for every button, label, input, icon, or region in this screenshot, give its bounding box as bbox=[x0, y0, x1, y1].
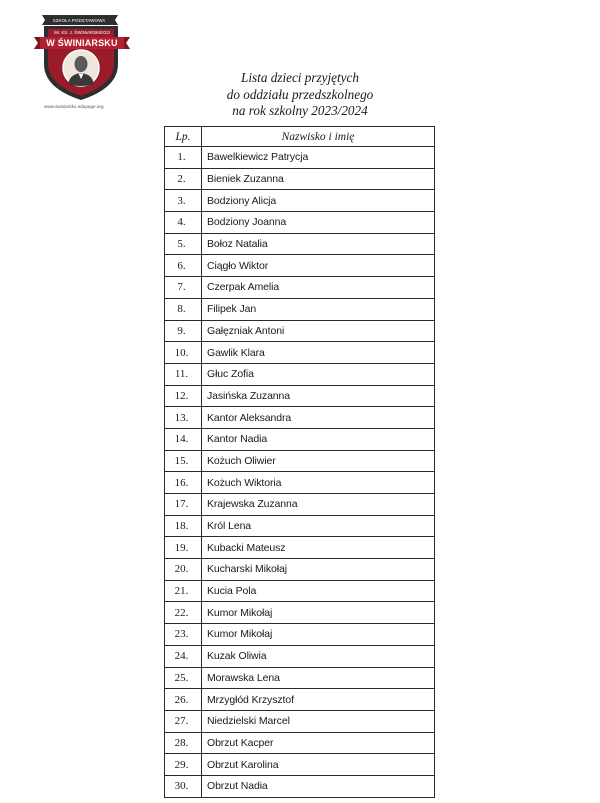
row-number: 7. bbox=[165, 277, 202, 299]
school-crest-icon bbox=[30, 12, 134, 104]
child-name: Głuc Zofia bbox=[202, 363, 435, 385]
child-name: Kantor Nadia bbox=[202, 428, 435, 450]
child-name: Bawelkiewicz Patrycja bbox=[202, 147, 435, 169]
table-row bbox=[165, 602, 435, 624]
table-row bbox=[165, 277, 435, 299]
row-number: 10. bbox=[165, 342, 202, 364]
table-row bbox=[165, 624, 435, 646]
logo-banner-top-text: SZKOŁA PODSTAWOWA bbox=[52, 18, 106, 23]
child-name: Kuzak Oliwia bbox=[202, 645, 435, 667]
row-number: 13. bbox=[165, 407, 202, 429]
row-number: 24. bbox=[165, 645, 202, 667]
row-number: 12. bbox=[165, 385, 202, 407]
child-name: Kantor Aleksandra bbox=[202, 407, 435, 429]
table-row bbox=[165, 580, 435, 602]
child-name: Kubacki Mateusz bbox=[202, 537, 435, 559]
row-number: 29. bbox=[165, 754, 202, 776]
table-row bbox=[165, 537, 435, 559]
table-row bbox=[165, 559, 435, 581]
title-line-2: do oddziału przedszkolnego bbox=[226, 86, 374, 102]
row-number: 4. bbox=[165, 212, 202, 234]
child-name: Bieniek Zuzanna bbox=[202, 168, 435, 190]
table-row bbox=[165, 190, 435, 212]
table-row bbox=[165, 407, 435, 429]
child-name: Kożuch Wiktoria bbox=[202, 472, 435, 494]
table-row bbox=[165, 233, 435, 255]
table-row bbox=[165, 212, 435, 234]
table-row bbox=[165, 710, 435, 732]
logo-website-url: www.swiniarsko.edupage.org bbox=[44, 104, 104, 109]
table-row bbox=[165, 667, 435, 689]
child-name: Niedzielski Marcel bbox=[202, 710, 435, 732]
table-row bbox=[165, 472, 435, 494]
logo-banner-subtitle: IM. KS. J. ŚWINIARSKIEGO bbox=[54, 30, 110, 35]
child-name: Jasińska Zuzanna bbox=[202, 385, 435, 407]
row-number: 14. bbox=[165, 428, 202, 450]
row-number: 30. bbox=[165, 775, 202, 797]
row-number: 21. bbox=[165, 580, 202, 602]
document-title bbox=[180, 70, 420, 120]
child-name: Morawska Lena bbox=[202, 667, 435, 689]
table-row bbox=[165, 255, 435, 277]
row-number: 1. bbox=[165, 147, 202, 169]
table-row bbox=[165, 385, 435, 407]
child-name: Gałęzniak Antoni bbox=[202, 320, 435, 342]
row-number: 2. bbox=[165, 168, 202, 190]
table-row bbox=[165, 450, 435, 472]
row-number: 23. bbox=[165, 624, 202, 646]
row-number: 16. bbox=[165, 472, 202, 494]
table-row bbox=[165, 515, 435, 537]
row-number: 6. bbox=[165, 255, 202, 277]
row-number: 19. bbox=[165, 537, 202, 559]
row-number: 11. bbox=[165, 363, 202, 385]
child-name: Kumor Mikołaj bbox=[202, 624, 435, 646]
child-name: Kumor Mikołaj bbox=[202, 602, 435, 624]
table-row bbox=[165, 732, 435, 754]
table-row bbox=[165, 363, 435, 385]
child-name: Bołoz Natalia bbox=[202, 233, 435, 255]
table-header-row bbox=[165, 127, 435, 147]
row-number: 26. bbox=[165, 689, 202, 711]
child-name: Ciągło Wiktor bbox=[202, 255, 435, 277]
table-row bbox=[165, 320, 435, 342]
child-name: Kucia Pola bbox=[202, 580, 435, 602]
table-row bbox=[165, 494, 435, 516]
table-row bbox=[165, 754, 435, 776]
column-header-name: Nazwisko i imię bbox=[202, 127, 435, 147]
row-number: 27. bbox=[165, 710, 202, 732]
child-name: Obrzut Kacper bbox=[202, 732, 435, 754]
child-name: Gawlik Klara bbox=[202, 342, 435, 364]
logo-banner-school-name: W ŚWINIARSKU bbox=[46, 38, 118, 48]
row-number: 20. bbox=[165, 559, 202, 581]
row-number: 15. bbox=[165, 450, 202, 472]
row-number: 18. bbox=[165, 515, 202, 537]
child-name: Obrzut Nadia bbox=[202, 775, 435, 797]
row-number: 8. bbox=[165, 298, 202, 320]
child-name: Czerpak Amelia bbox=[202, 277, 435, 299]
table-row bbox=[165, 689, 435, 711]
child-name: Mrzygłód Krzysztof bbox=[202, 689, 435, 711]
table-row bbox=[165, 428, 435, 450]
child-name: Filipek Jan bbox=[202, 298, 435, 320]
child-name: Bodziony Alicja bbox=[202, 190, 435, 212]
title-line-1: Lista dzieci przyjętych bbox=[241, 70, 359, 85]
row-number: 17. bbox=[165, 494, 202, 516]
child-name: Kożuch Oliwier bbox=[202, 450, 435, 472]
table-row bbox=[165, 298, 435, 320]
row-number: 28. bbox=[165, 732, 202, 754]
table-row bbox=[165, 342, 435, 364]
table-row bbox=[165, 147, 435, 169]
row-number: 5. bbox=[165, 233, 202, 255]
row-number: 25. bbox=[165, 667, 202, 689]
title-line-3: na rok szkolny 2023/2024 bbox=[232, 103, 368, 118]
table-body bbox=[165, 147, 435, 798]
child-name: Obrzut Karolina bbox=[202, 754, 435, 776]
row-number: 3. bbox=[165, 190, 202, 212]
school-logo bbox=[30, 12, 134, 109]
column-header-number: Lp. bbox=[165, 127, 202, 147]
child-name: Bodziony Joanna bbox=[202, 212, 435, 234]
child-name: Krajewska Zuzanna bbox=[202, 494, 435, 516]
table-row bbox=[165, 645, 435, 667]
table-row bbox=[165, 775, 435, 797]
admitted-children-table bbox=[164, 126, 435, 798]
child-name: Kucharski Mikołaj bbox=[202, 559, 435, 581]
row-number: 9. bbox=[165, 320, 202, 342]
child-name: Król Lena bbox=[202, 515, 435, 537]
table-row bbox=[165, 168, 435, 190]
row-number: 22. bbox=[165, 602, 202, 624]
